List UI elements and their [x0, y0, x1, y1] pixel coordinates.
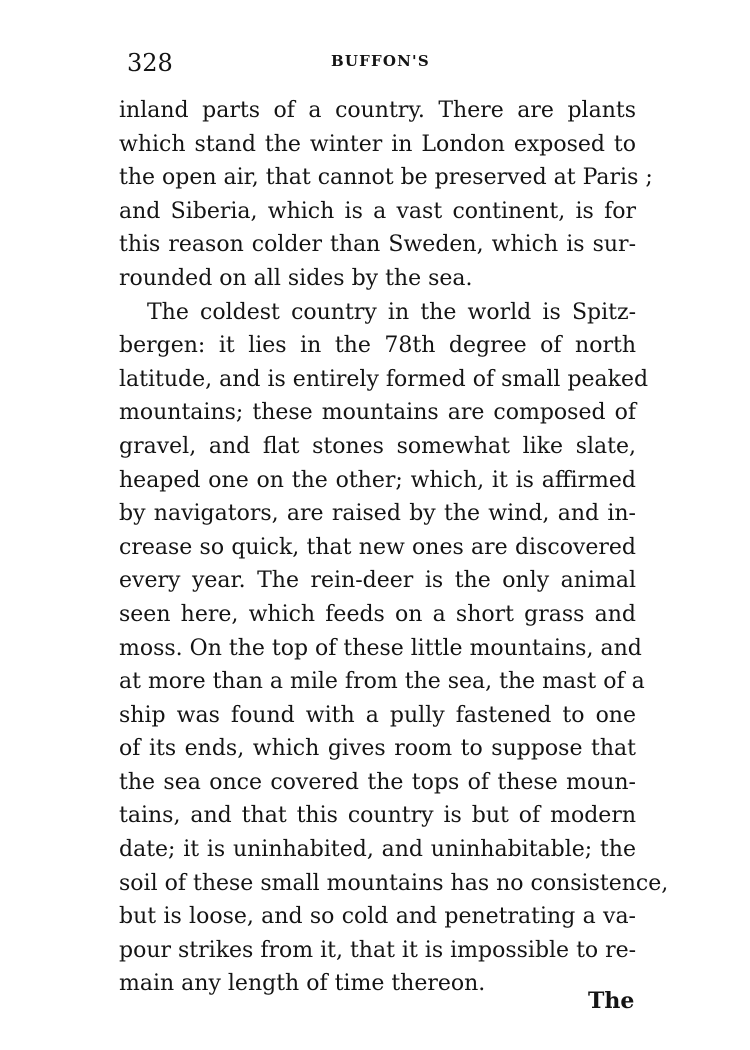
text-line: latitude, and is entirely formed of small peaked [119, 366, 649, 392]
text-line: rounded on all sides by the sea. [119, 265, 473, 291]
text-line: the sea once covered the tops of these moun- [119, 769, 636, 795]
text-line: tains, and that this country is but of modern [119, 803, 636, 829]
paragraph-first-line: The coldest country in the world is Spitz- [147, 299, 636, 325]
body-text [119, 94, 669, 1001]
text-line: main any length of time thereon. [119, 971, 486, 997]
text-line: date; it is uninhabited, and uninhabitable; the [119, 837, 636, 863]
text-line: every year. The rein-deer is the only animal [119, 568, 636, 594]
text-line: of its ends, which gives room to suppose that [119, 736, 636, 762]
text-line: bergen: it lies in the 78th degree of north [119, 333, 636, 359]
text-line: by navigators, are raised by the wind, and in- [119, 501, 636, 527]
text-line: moss. On the top of these little mountains, and [119, 635, 642, 661]
text-line: crease so quick, that new ones are discovered [119, 534, 636, 560]
text-line: this reason colder than Sweden, which is sur- [119, 232, 636, 258]
text-line: the open air, that cannot be preserved at Paris ; [119, 165, 653, 191]
catchword: The [588, 988, 635, 1014]
text-line: seen here, which feeds on a short grass and [119, 601, 636, 627]
text-line: inland parts of a country. There are plants [119, 98, 636, 123]
text-line: heaped one on the other; which, it is affirmed [119, 467, 636, 493]
text-line: which stand the winter in London exposed to [119, 131, 636, 157]
running-head: BUFFON'S [331, 52, 430, 70]
text-line: pour strikes from it, that it is impossible to re- [119, 937, 637, 963]
text-line: at more than a mile from the sea, the mast of a [119, 669, 645, 695]
text-line: ship was found with a pully fastened to one [119, 702, 636, 728]
text-line: but is loose, and so cold and penetrating a va- [119, 904, 636, 930]
text-line: and Siberia, which is a vast continent, is for [119, 198, 636, 224]
text-line: gravel, and flat stones somewhat like slate, [119, 433, 636, 459]
text-line: soil of these small mountains has no consistence, [119, 870, 669, 896]
text-line: mountains; these mountains are composed of [119, 400, 636, 426]
page-number: 328 [127, 49, 173, 77]
